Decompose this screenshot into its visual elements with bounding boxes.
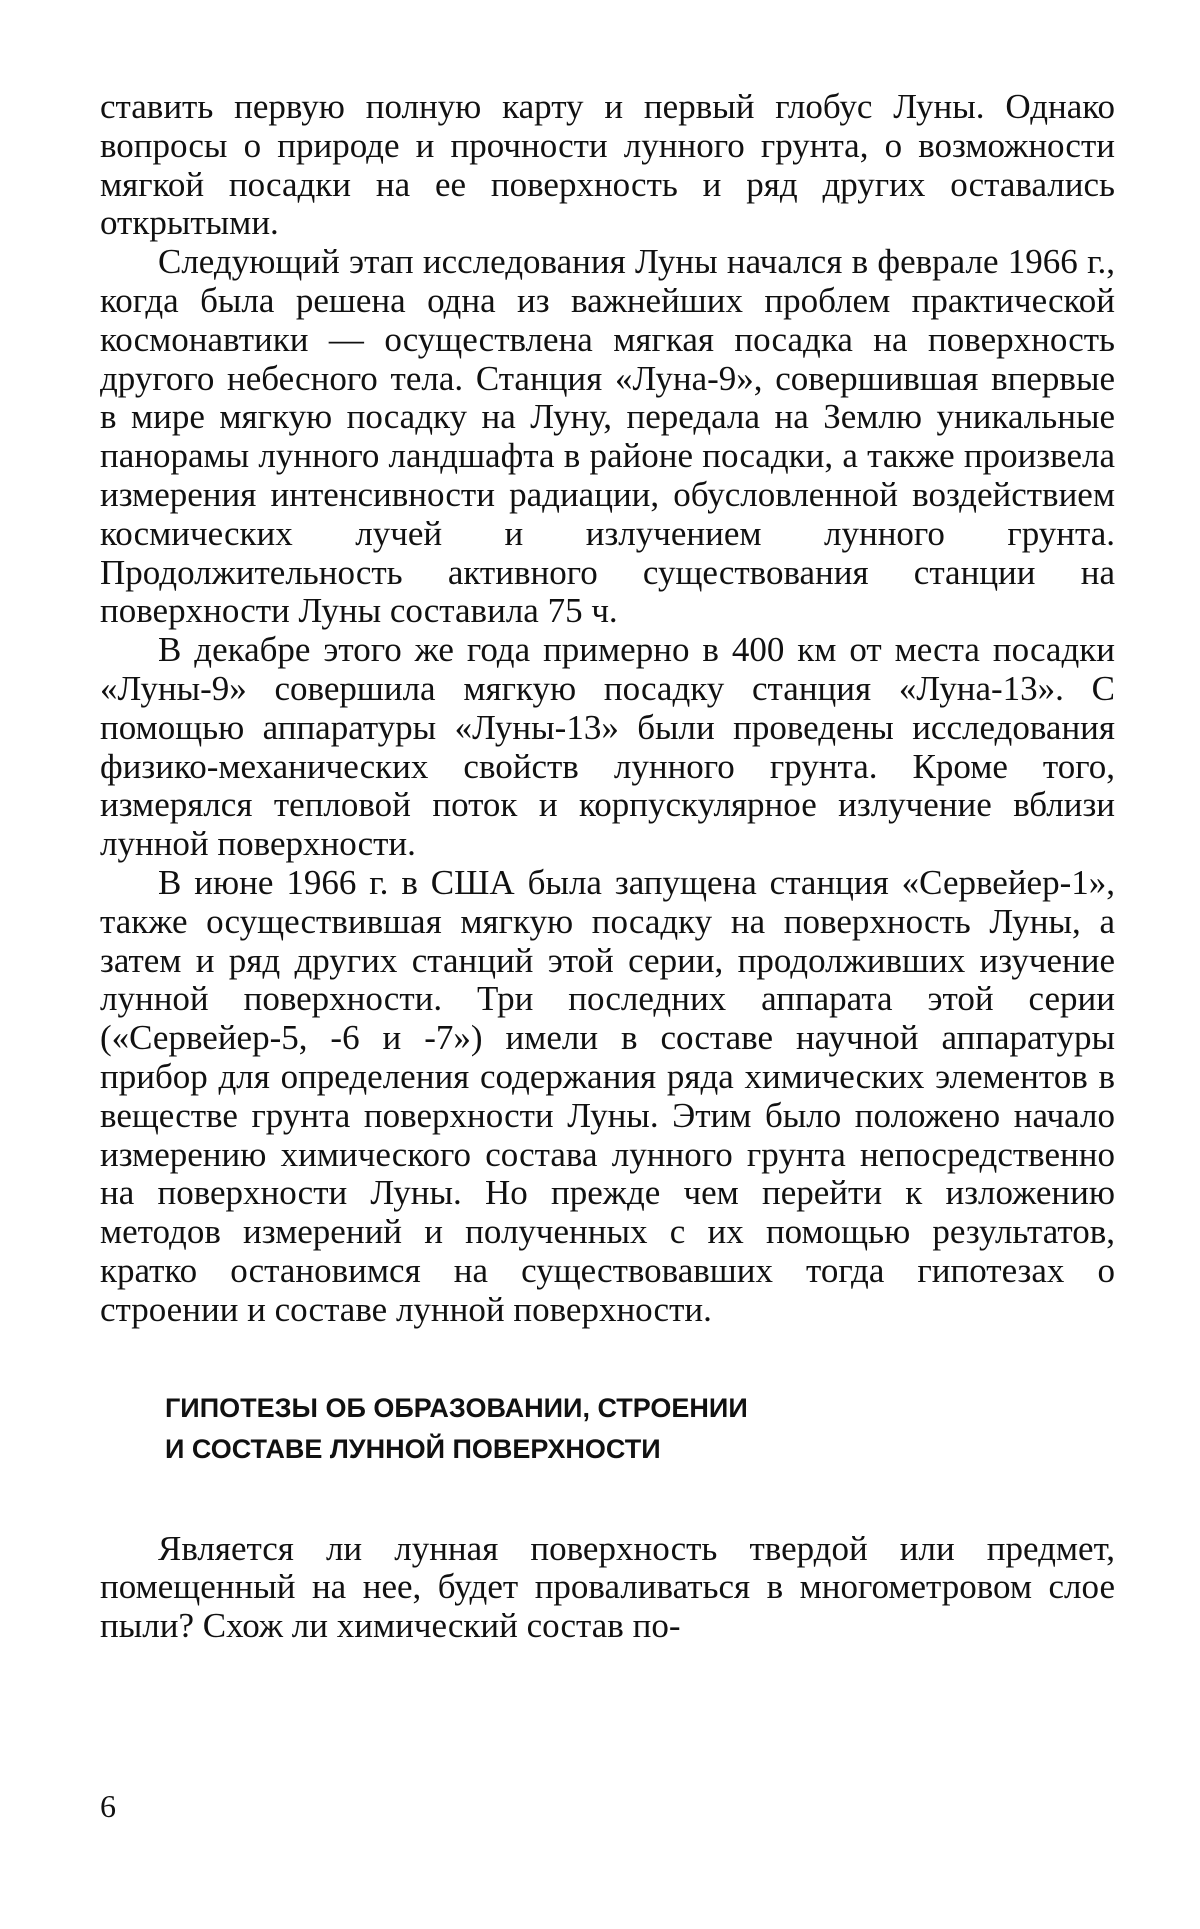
- section-heading-line-1: ГИПОТЕЗЫ ОБ ОБРАЗОВАНИИ, СТРОЕНИИ: [165, 1392, 748, 1423]
- paragraph-luna-13: В декабре этого же года примерно в 400 км от места посадки «Луны-9» совершила мягкую посадку станция «Луна-13». С помощью аппаратуры «Луны-13» были проведены исследования физико-механических свойств лунного грунта. Кроме того, измерялся тепловой поток и корпускулярное излучение вблизи лунной поверхности.: [100, 630, 1115, 864]
- section-heading-line-2: И СОСТАВЕ ЛУННОЙ ПОВЕРХНОСТИ: [165, 1433, 661, 1464]
- book-page: [100, 88, 1115, 1646]
- paragraph-continuation: ставить первую полную карту и первый глобус Луны. Однако вопросы о природе и прочности лунного грунта, о возможности мягкой посадки на ее поверхность и ряд других оставались открытыми.: [100, 87, 1115, 243]
- page-number: 6: [100, 1788, 116, 1824]
- paragraph-hypotheses: Является ли лунная поверхность твердой или предмет, помещенный на нее, будет проваливаться в многометровом слое пыли? Схож ли химический состав по-: [100, 1528, 1115, 1646]
- paragraph-luna-9: Следующий этап исследования Луны начался в феврале 1966 г., когда была решена одна из важнейших проблем практической космонавтики — осуществлена мягкая посадка на поверхность другого небесного тела. Станция «Луна-9», совершившая впервые в мире мягкую посадку на Луну, передала на Землю уникальные панорамы лунного ландшафта в районе посадки, а также произвела измерения интенсивности радиации, обусловленной воздействием космических лучей и излучением лунного грунта. Продолжительность активного существования станции на поверхности Луны составила 75 ч.: [100, 242, 1115, 631]
- section-heading: [165, 1388, 1115, 1470]
- paragraph-surveyor: В июне 1966 г. в США была запущена станция «Сервейер-1», также осуществившая мягкую посадку на поверхность Луны, а затем и ряд других станций этой серии, продолживших изучение лунной поверхности. Три последних аппарата этой серии («Сервейер-5, -6 и -7») имели в составе научной аппаратуры прибор для определения содержания ряда химических элементов в веществе грунта поверхности Луны. Этим было положено начало измерению химического состава лунного грунта непосредственно на поверхности Луны. Но прежде чем перейти к изложению методов измерений и полученных с их помощью результатов, кратко остановимся на существовавших тогда гипотезах о строении и составе лунной поверхности.: [100, 862, 1115, 1329]
